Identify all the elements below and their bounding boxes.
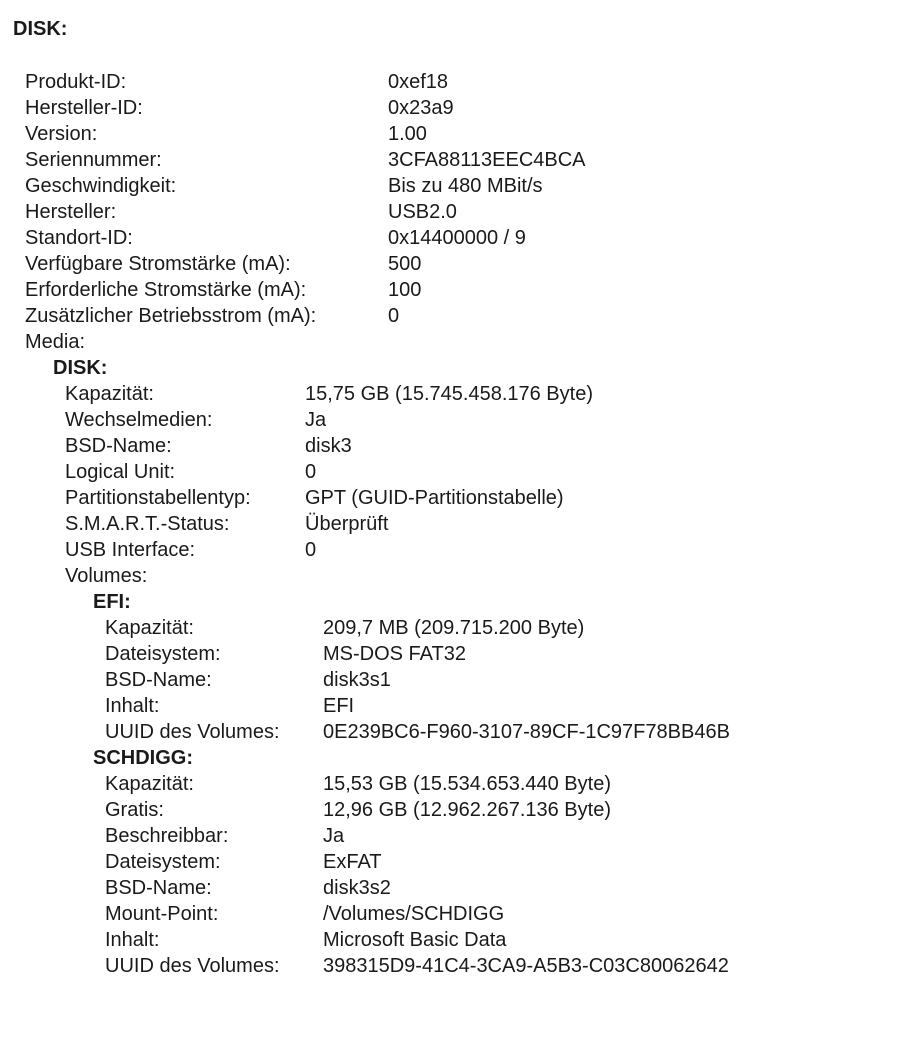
- device-title: DISK:: [13, 18, 68, 40]
- property-value: GPT (GUID-Partitionstabelle): [305, 487, 564, 509]
- property-value: Ja: [323, 825, 345, 847]
- property-value: 100: [388, 279, 422, 301]
- property-label: Inhalt:: [105, 695, 160, 717]
- property-value: EFI: [323, 695, 355, 717]
- property-value: 15,53 GB (15.534.653.440 Byte): [323, 773, 611, 795]
- property-label: Standort-ID:: [25, 227, 133, 249]
- property-value: 0E239BC6-F960-3107-89CF-1C97F78BB46B: [323, 721, 730, 743]
- property-value: Ja: [305, 409, 327, 431]
- property-label: S.M.A.R.T.-Status:: [65, 513, 230, 535]
- property-label: Erforderliche Stromstärke (mA):: [25, 279, 307, 301]
- property-label: BSD-Name:: [65, 435, 172, 457]
- property-label: Kapazität:: [65, 383, 154, 405]
- property-label: Zusätzlicher Betriebsstrom (mA):: [25, 305, 317, 327]
- property-label: BSD-Name:: [105, 669, 212, 691]
- property-label: Mount-Point:: [105, 903, 219, 925]
- property-value: Microsoft Basic Data: [323, 929, 507, 951]
- property-label: Dateisystem:: [105, 643, 221, 665]
- property-value: 398315D9-41C4-3CA9-A5B3-C03C80062642: [323, 955, 729, 977]
- property-value: MS-DOS FAT32: [323, 643, 466, 665]
- property-value: 0x23a9: [388, 97, 454, 119]
- property-label: Inhalt:: [105, 929, 160, 951]
- volume-heading-schdigg: SCHDIGG:: [93, 747, 193, 769]
- property-label: Hersteller:: [25, 201, 117, 223]
- property-label: Dateisystem:: [105, 851, 221, 873]
- property-label: Geschwindigkeit:: [25, 175, 177, 197]
- property-value: 12,96 GB (12.962.267.136 Byte): [323, 799, 611, 821]
- property-label: UUID des Volumes:: [105, 955, 280, 977]
- media-disk-heading: DISK:: [53, 357, 108, 379]
- property-label: Hersteller-ID:: [25, 97, 143, 119]
- property-label: Produkt-ID:: [25, 71, 127, 93]
- property-label: Kapazität:: [105, 773, 194, 795]
- property-label: Logical Unit:: [65, 461, 176, 483]
- property-label: UUID des Volumes:: [105, 721, 280, 743]
- property-label: Wechselmedien:: [65, 409, 213, 431]
- property-value: Bis zu 480 MBit/s: [388, 175, 543, 197]
- property-value: 1.00: [388, 123, 427, 145]
- property-value: 0x14400000 / 9: [388, 227, 526, 249]
- property-label: Gratis:: [105, 799, 164, 821]
- property-value: 3CFA88113EEC4BCA: [388, 149, 586, 171]
- property-label: Beschreibbar:: [105, 825, 229, 847]
- property-label: Seriennummer:: [25, 149, 162, 171]
- property-value: 0: [305, 539, 317, 561]
- media-label: Media:: [25, 331, 86, 353]
- property-value: 0: [388, 305, 400, 327]
- property-value: /Volumes/SCHDIGG: [323, 903, 505, 925]
- property-value: disk3s1: [323, 669, 391, 691]
- property-value: USB2.0: [388, 201, 457, 223]
- property-label: USB Interface:: [65, 539, 196, 561]
- property-label: Partitionstabellentyp:: [65, 487, 251, 509]
- property-label: BSD-Name:: [105, 877, 212, 899]
- property-value: 500: [388, 253, 422, 275]
- property-value: disk3s2: [323, 877, 391, 899]
- property-value: ExFAT: [323, 851, 382, 873]
- property-value: 209,7 MB (209.715.200 Byte): [323, 617, 585, 639]
- property-value: disk3: [305, 435, 352, 457]
- property-value: 0: [305, 461, 317, 483]
- volumes-label: Volumes:: [65, 565, 148, 587]
- property-value: 0xef18: [388, 71, 449, 93]
- volume-heading-efi: EFI:: [93, 591, 131, 613]
- property-value: 15,75 GB (15.745.458.176 Byte): [305, 383, 593, 405]
- property-value: Überprüft: [305, 513, 389, 535]
- property-label: Kapazität:: [105, 617, 194, 639]
- property-label: Verfügbare Stromstärke (mA):: [25, 253, 291, 275]
- property-label: Version:: [25, 123, 98, 145]
